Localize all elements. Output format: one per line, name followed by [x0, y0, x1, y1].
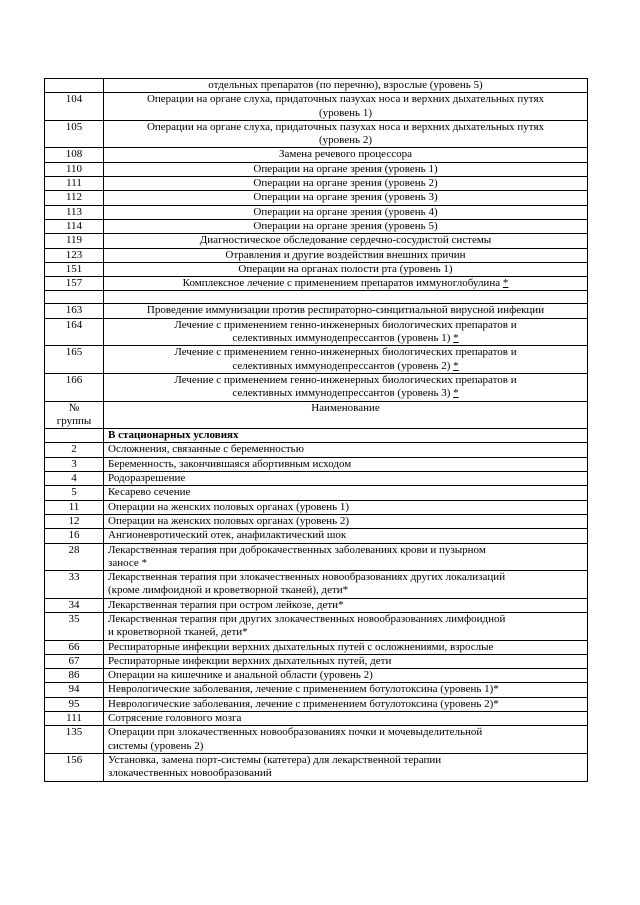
table-row: [45, 712, 588, 726]
line-text: Операции на органе зрения (уровень 4): [253, 205, 438, 218]
group-name: [104, 712, 588, 726]
table-row: [45, 162, 588, 176]
group-name-line: [108, 360, 583, 373]
line-text: Операции на органах полости рта (уровень 1): [238, 262, 453, 275]
group-name-line: [108, 304, 583, 317]
line-text: Операции на женских половых органах (уровень 2): [108, 514, 350, 527]
footnote-asterisk[interactable]: *: [502, 277, 509, 290]
line-text: Родоразрешение: [108, 472, 186, 485]
table-row: [45, 683, 588, 697]
group-name-line: [108, 234, 583, 247]
group-number: 119: [45, 234, 104, 248]
document-page: [44, 78, 588, 782]
group-name: [104, 500, 588, 514]
group-name: [104, 612, 588, 640]
line-text: Ангионевротический отек, анафилактический шок: [108, 529, 347, 542]
group-number: 104: [45, 93, 104, 121]
table-row: [45, 612, 588, 640]
table-row: [45, 443, 588, 457]
group-name: [104, 683, 588, 697]
group-name: [104, 726, 588, 754]
group-name: [104, 291, 588, 304]
table-row: [45, 191, 588, 205]
group-name-line: [108, 557, 583, 570]
group-name-line: [108, 332, 583, 345]
footnote-asterisk[interactable]: *: [453, 332, 459, 345]
group-name: [104, 234, 588, 248]
table-row: [45, 514, 588, 528]
group-number: 157: [45, 277, 104, 291]
group-number: 123: [45, 248, 104, 262]
group-number: [45, 291, 104, 304]
table-row: [45, 93, 588, 121]
line-text: Комплексное лечение с применением препаратов иммуноглобулина: [182, 277, 501, 290]
group-number: 112: [45, 191, 104, 205]
group-name: [104, 262, 588, 276]
group-name: [104, 669, 588, 683]
table-row: [45, 697, 588, 711]
group-name: [104, 304, 588, 318]
section-row: [45, 429, 588, 443]
table-row: [45, 726, 588, 754]
table-row: [45, 291, 588, 304]
group-number: 12: [45, 514, 104, 528]
group-name-line: [108, 220, 583, 233]
line-text: Проведение иммунизации против респираторно-синцитиальной вирусной инфекции: [146, 304, 545, 317]
table-row: [45, 205, 588, 219]
group-name: [104, 318, 588, 346]
table-row: [45, 373, 588, 401]
line-text: Операции при злокачественных новообразованиях почки и мочевыделительной: [108, 726, 483, 739]
group-number: 66: [45, 640, 104, 654]
group-number: 16: [45, 529, 104, 543]
table-header: [45, 401, 588, 443]
group-name-line: [108, 374, 583, 387]
line-text: заносе *: [108, 556, 148, 569]
group-name: [104, 205, 588, 219]
group-name-line: [108, 544, 583, 557]
line-text: Лечение с применением генно-инженерных биологических препаратов и: [174, 373, 517, 386]
group-name-line: [108, 443, 583, 456]
table-row: [45, 640, 588, 654]
group-name-line: [108, 683, 583, 696]
group-number: 163: [45, 304, 104, 318]
table-row: [45, 529, 588, 543]
line-text: Респираторные инфекции верхних дыхательных путей, дети: [108, 654, 392, 667]
line-text: селективных иммунодепрессантов (уровень 1): [232, 332, 451, 345]
group-name: [104, 654, 588, 668]
group-name-line: [108, 134, 583, 147]
group-number: 156: [45, 753, 104, 781]
table-row: [45, 234, 588, 248]
group-name: [104, 472, 588, 486]
group-number: 165: [45, 346, 104, 374]
table-row: [45, 571, 588, 599]
group-name: [104, 346, 588, 374]
table-row: [45, 457, 588, 471]
group-name: [104, 79, 588, 93]
group-name-line: [108, 584, 583, 597]
group-name: [104, 93, 588, 121]
group-name: [104, 162, 588, 176]
group-name-line: [108, 93, 583, 106]
group-name: [104, 219, 588, 233]
line-text: Операции на органе зрения (уровень 1): [253, 162, 438, 175]
group-number: 135: [45, 726, 104, 754]
group-name-line: [108, 571, 583, 584]
footnote-asterisk[interactable]: *: [453, 359, 459, 372]
top-section: [45, 79, 588, 402]
group-name-line: [108, 740, 583, 753]
group-name-line: [108, 486, 583, 499]
group-name-line: [108, 458, 583, 471]
table-row: [45, 346, 588, 374]
line-text: Лечение с применением генно-инженерных биологических препаратов и: [174, 346, 517, 359]
group-number: 114: [45, 219, 104, 233]
group-number: 95: [45, 697, 104, 711]
group-number: [45, 79, 104, 93]
line-text: Лекарственная терапия при остром лейкозе, дети*: [108, 598, 344, 611]
group-name: [104, 753, 588, 781]
table-row: [45, 177, 588, 191]
line-text: селективных иммунодепрессантов (уровень 3): [232, 387, 451, 400]
group-name: [104, 514, 588, 528]
line-text: Операции на органе слуха, придаточных пазухах носа и верхних дыхательных путях: [146, 93, 545, 106]
group-number: 5: [45, 486, 104, 500]
table-row: [45, 219, 588, 233]
group-number: 166: [45, 373, 104, 401]
line-text: Лекарственная терапия при злокачественных новообразованиях других локализаций: [108, 571, 506, 584]
table-row: [45, 304, 588, 318]
line-text: Установка, замена порт-системы (катетера) для лекарственной терапии: [108, 753, 442, 766]
group-name-line: [108, 177, 583, 190]
line-text: Операции на органе зрения (уровень 3): [253, 191, 438, 204]
header-name-cell: Наименование: [104, 401, 588, 429]
table-row: [45, 318, 588, 346]
group-name-line: [108, 501, 583, 514]
header-row: [45, 401, 588, 429]
line-text: Лекарственная терапия при других злокачественных новообразованиях лимфоидной: [108, 612, 506, 625]
line-text: (уровень 2): [319, 134, 372, 147]
line-text: селективных иммунодепрессантов (уровень 2): [232, 359, 451, 372]
line-text: Осложнения, связанные с беременностью: [108, 443, 304, 456]
group-number: 33: [45, 571, 104, 599]
group-number: 2: [45, 443, 104, 457]
group-name: [104, 148, 588, 162]
bottom-section: [45, 443, 588, 781]
group-name: [104, 120, 588, 148]
group-name-line: [108, 191, 583, 204]
table-row: [45, 598, 588, 612]
section-title: В стационарных условиях: [104, 429, 588, 443]
table-row: [45, 120, 588, 148]
line-text: Отравления и другие воздействия внешних причин: [225, 248, 466, 261]
line-text: отдельных препаратов (по перечню), взрослые (уровень 5): [208, 79, 483, 91]
group-number: 3: [45, 457, 104, 471]
group-number: 35: [45, 612, 104, 640]
group-name: [104, 177, 588, 191]
line-text: Кесарево сечение: [108, 486, 191, 499]
line-text: (уровень 1): [319, 106, 372, 119]
group-name-line: [108, 698, 583, 711]
group-name: [104, 697, 588, 711]
line-text: Респираторные инфекции верхних дыхательных путей с осложнениями, взрослые: [108, 640, 494, 653]
group-name-line: [108, 206, 583, 219]
group-name-line: [108, 107, 583, 120]
group-name-line: [108, 726, 583, 739]
group-number: 108: [45, 148, 104, 162]
group-number: 111: [45, 712, 104, 726]
group-name: [104, 373, 588, 401]
group-number: 67: [45, 654, 104, 668]
line-text: Операции на органе зрения (уровень 5): [253, 219, 438, 232]
group-name: [104, 277, 588, 291]
group-name: [104, 443, 588, 457]
group-name-line: [108, 387, 583, 400]
line-text: Операции на органе слуха, придаточных пазухах носа и верхних дыхательных путях: [146, 120, 545, 133]
table-row: [45, 753, 588, 781]
table-row: [45, 669, 588, 683]
header-num-line: группы: [56, 414, 92, 427]
group-number: 110: [45, 162, 104, 176]
line-text: Сотрясение головного мозга: [108, 712, 242, 725]
group-name-line: [108, 277, 583, 290]
group-number: 28: [45, 543, 104, 571]
group-name: [104, 598, 588, 612]
line-text: Операции на органе зрения (уровень 2): [253, 177, 438, 190]
line-text: Операции на кишечнике и анальной области (уровень 2): [108, 669, 373, 682]
table-row: [45, 486, 588, 500]
line-text: Неврологические заболевания, лечение с применением ботулотоксина (уровень 2)*: [108, 697, 499, 710]
group-number: 113: [45, 205, 104, 219]
table-row: [45, 500, 588, 514]
group-name: [104, 486, 588, 500]
table-row: [45, 248, 588, 262]
group-name: [104, 571, 588, 599]
group-name: [104, 457, 588, 471]
line-text: (кроме лимфоидной и кроветворной тканей), дети*: [108, 584, 349, 597]
group-name-line: [108, 626, 583, 639]
section-num-cell: [45, 429, 104, 443]
group-name-line: [108, 529, 583, 542]
header-num-cell: [45, 401, 104, 429]
group-name-line: [108, 121, 583, 134]
group-name-line: [108, 163, 583, 176]
group-number: 94: [45, 683, 104, 697]
line-text: Неврологические заболевания, лечение с применением ботулотоксина (уровень 1)*: [108, 683, 499, 696]
group-name: [104, 191, 588, 205]
group-number: 164: [45, 318, 104, 346]
table-row: [45, 472, 588, 486]
group-name-line: [108, 319, 583, 332]
table-row: [45, 148, 588, 162]
line-text: Замена речевого процессора: [279, 148, 412, 161]
line-text: и кроветворной тканей, дети*: [108, 626, 248, 639]
group-number: 111: [45, 177, 104, 191]
line-text: Лекарственная терапия при доброкачественных заболеваниях крови и пузырном: [108, 543, 486, 556]
group-name-line: [108, 669, 583, 682]
line-text: Лечение с применением генно-инженерных биологических препаратов и: [174, 318, 517, 331]
group-name-line: [108, 655, 583, 668]
group-name: [104, 640, 588, 654]
group-name-line: [108, 767, 583, 780]
line-text: Операции на женских половых органах (уровень 1): [108, 500, 350, 513]
group-number: 151: [45, 262, 104, 276]
group-name-line: [108, 641, 583, 654]
table-row: [45, 654, 588, 668]
line-text: злокачественных новообразований: [108, 767, 272, 780]
table-row: [45, 543, 588, 571]
table-row: [45, 262, 588, 276]
group-number: 34: [45, 598, 104, 612]
header-num-line: №: [68, 401, 80, 414]
group-name-line: [108, 712, 583, 725]
table-row: [45, 277, 588, 291]
group-name-line: [108, 472, 583, 485]
line-text: Диагностическое обследование сердечно-сосудистой системы: [199, 234, 492, 247]
line-text: Беременность, закончившаяся абортивным исходом: [108, 457, 352, 470]
group-name-line: [108, 249, 583, 262]
group-number: 4: [45, 472, 104, 486]
group-name-line: [108, 515, 583, 528]
group-name-line: [108, 148, 583, 161]
group-number: 86: [45, 669, 104, 683]
group-number: 11: [45, 500, 104, 514]
group-name-line: [108, 599, 583, 612]
line-text: системы (уровень 2): [108, 739, 204, 752]
group-name-line: [108, 346, 583, 359]
group-name-line: [108, 79, 583, 92]
group-name-line: [108, 754, 583, 767]
group-name: [104, 543, 588, 571]
group-number: 105: [45, 120, 104, 148]
groups-table: [44, 78, 588, 782]
group-name: [104, 248, 588, 262]
table-row: [45, 79, 588, 93]
footnote-asterisk[interactable]: *: [453, 387, 459, 400]
group-name: [104, 529, 588, 543]
group-name-line: [108, 613, 583, 626]
group-name-line: [108, 263, 583, 276]
